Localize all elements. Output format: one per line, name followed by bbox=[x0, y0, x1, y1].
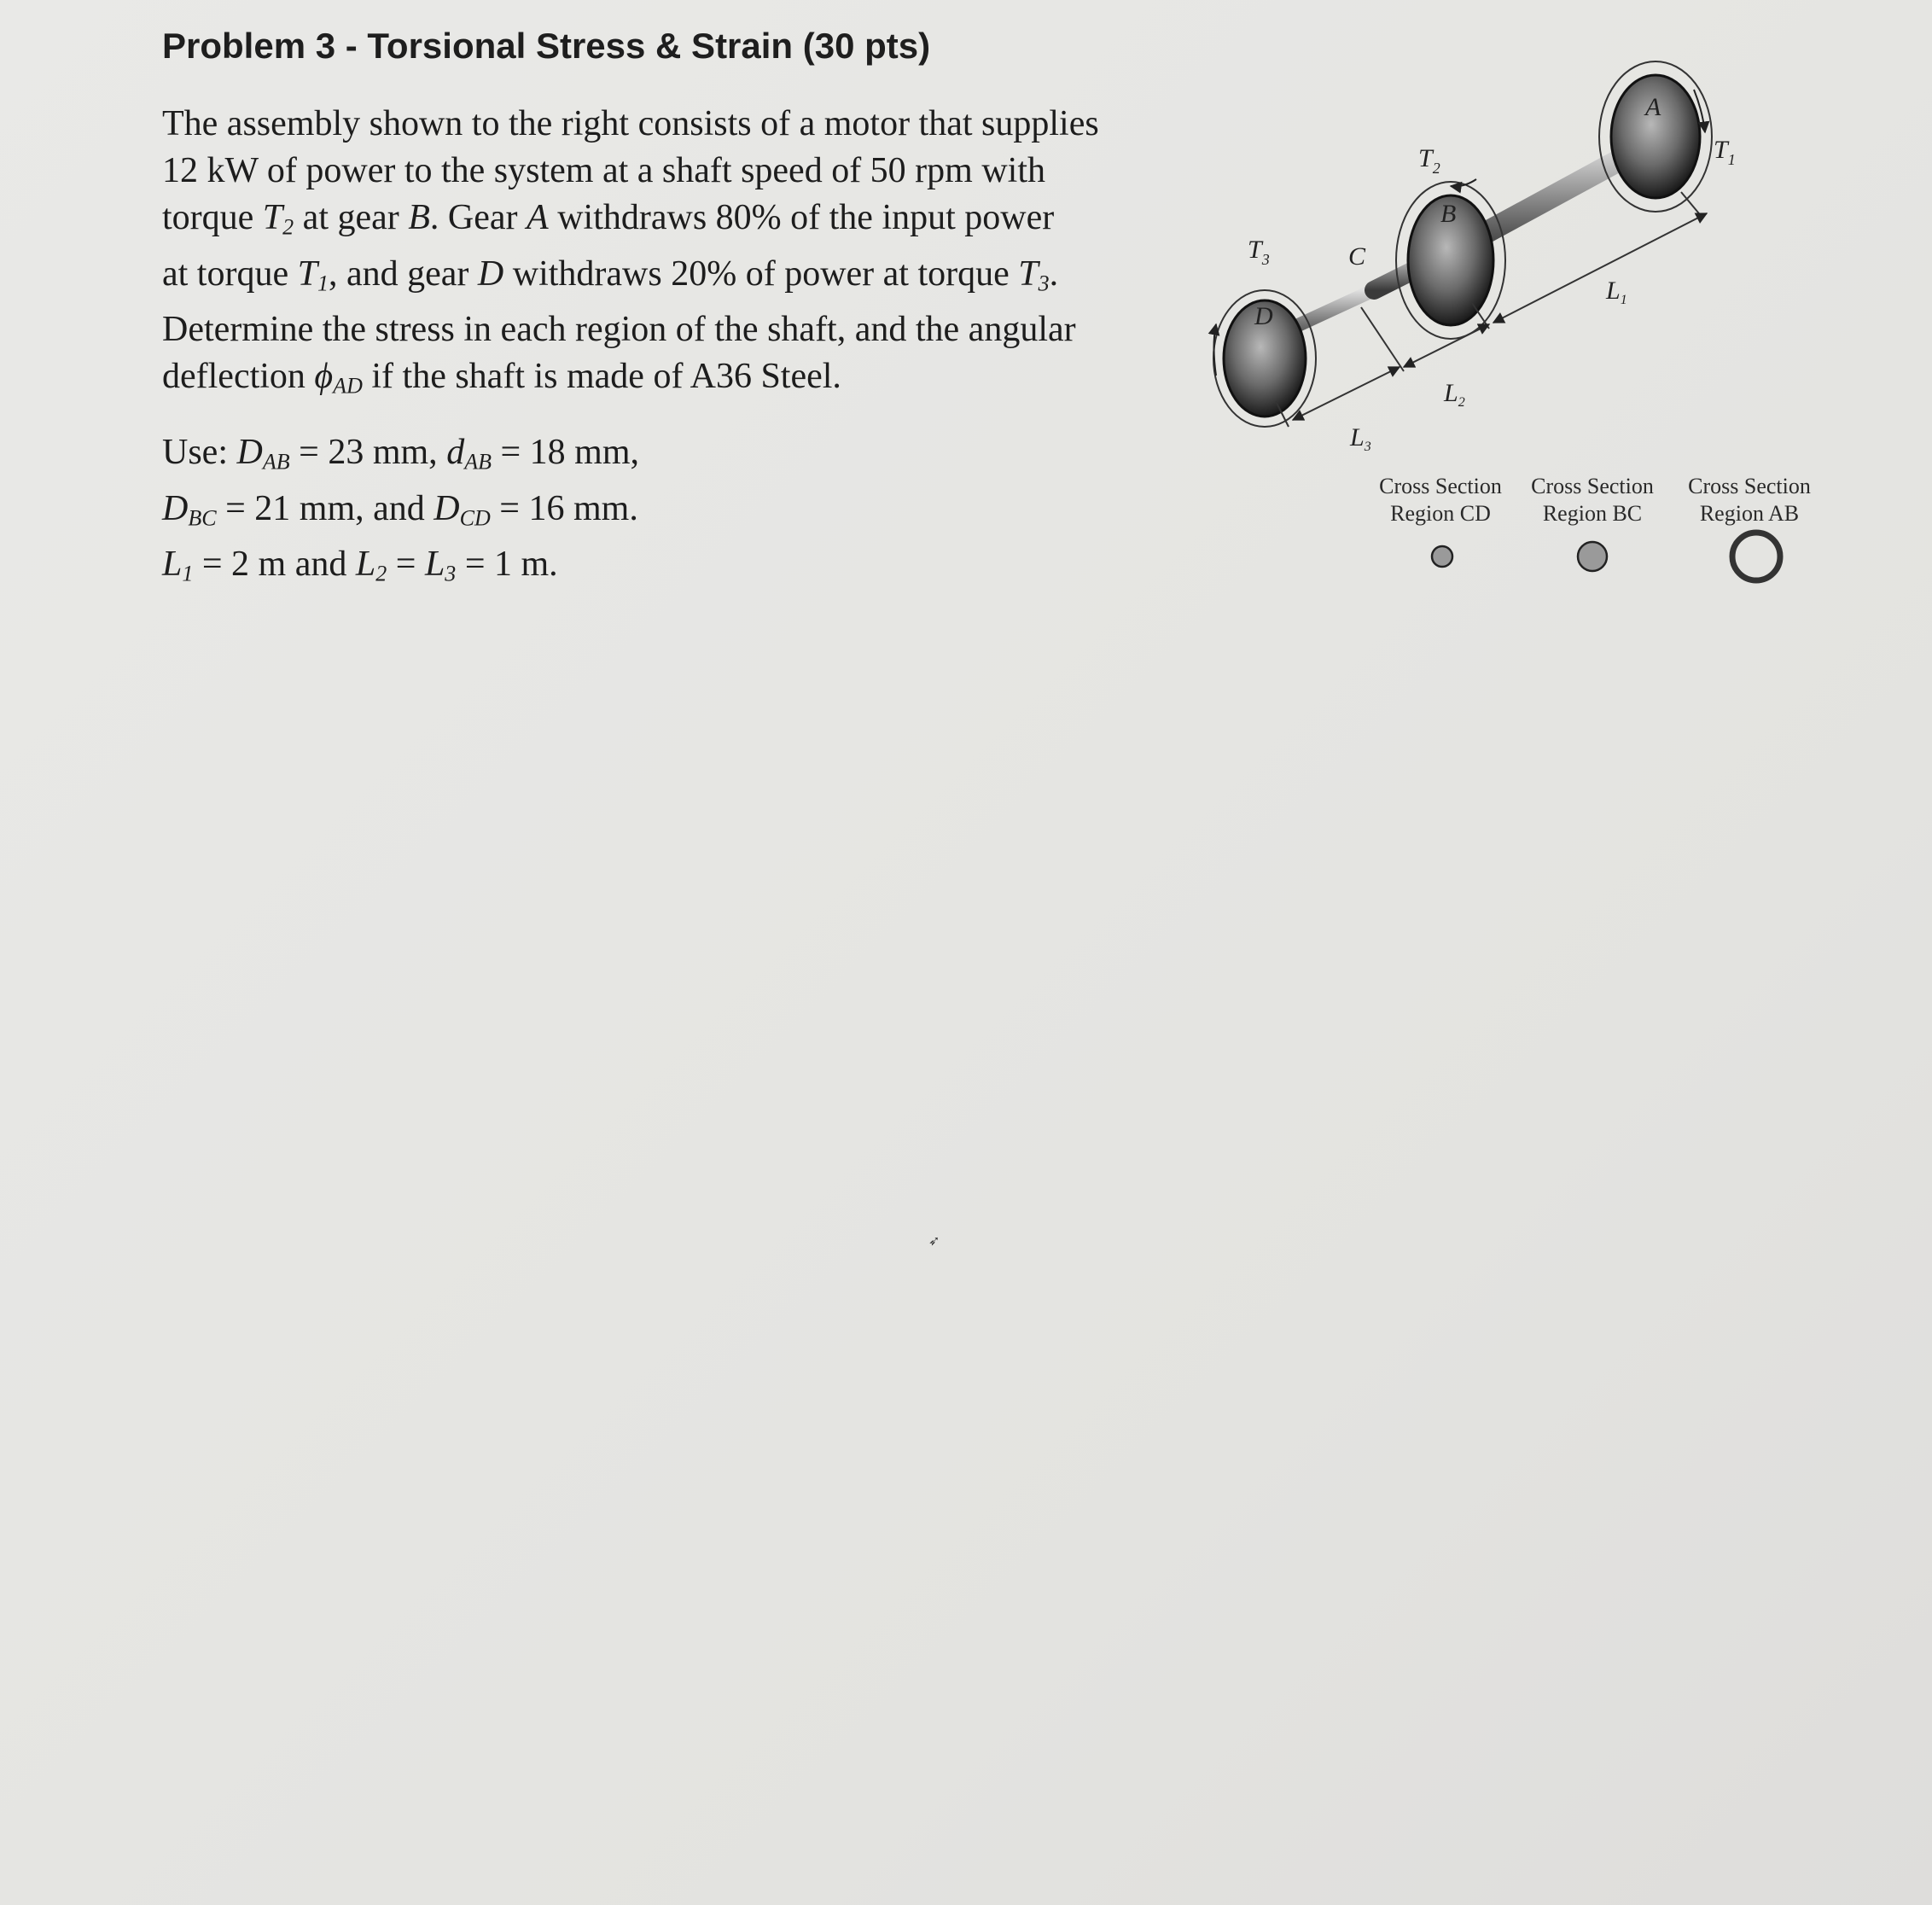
var-T: T bbox=[1018, 253, 1039, 294]
var-T: T bbox=[262, 198, 283, 237]
torque-t3-label: $T_3$ bbox=[1248, 236, 1270, 268]
problem-line-5: Determine the stress in each region of the shaft, and the angular bbox=[162, 310, 1076, 349]
problem-line-4 bbox=[162, 251, 1152, 307]
text-run: = 1 m. bbox=[456, 545, 558, 584]
var-A: A bbox=[527, 198, 549, 237]
cross-section-bc bbox=[1531, 474, 1654, 571]
var-T: T bbox=[297, 253, 317, 294]
gear-b bbox=[1396, 182, 1505, 339]
point-c-label: C bbox=[1348, 242, 1366, 271]
subscript: 2 bbox=[375, 561, 387, 586]
dim-l2 bbox=[1404, 324, 1489, 367]
cross-section-bc-title: Cross Section bbox=[1531, 474, 1654, 498]
gear-a-label: A bbox=[1645, 93, 1661, 121]
var-B: B bbox=[408, 198, 430, 237]
problem-title: Problem 3 - Torsional Stress & Strain (30 pts) bbox=[162, 26, 931, 66]
given-values bbox=[162, 429, 639, 597]
given-line-3 bbox=[162, 541, 639, 597]
cross-section-bc-region: Region BC bbox=[1542, 501, 1643, 526]
cross-section-ab bbox=[1688, 474, 1811, 580]
extension-line-a bbox=[1681, 192, 1702, 218]
problem-line-1: The assembly shown to the right consists of a motor that supplies bbox=[162, 104, 1099, 143]
stray-pen-mark: ➶ bbox=[928, 1234, 940, 1249]
text-run: , and gear bbox=[328, 253, 478, 294]
text-run: if the shaft is made of A36 Steel. bbox=[362, 357, 841, 396]
torque-t2-label: $T_2$ bbox=[1418, 144, 1440, 177]
len-l3-label: $L_3$ bbox=[1350, 423, 1371, 454]
text-run: Use: bbox=[162, 433, 237, 472]
subscript: AB bbox=[262, 449, 290, 475]
cross-section-bc-solid-circle bbox=[1578, 542, 1607, 571]
subscript: 3 bbox=[1038, 271, 1050, 295]
text-run: withdraws 80% of the input power bbox=[548, 198, 1055, 237]
subscript: CD bbox=[459, 505, 491, 530]
text-run: = 18 mm, bbox=[492, 433, 640, 472]
given-line-2 bbox=[162, 486, 639, 542]
problem-line-6 bbox=[162, 353, 1152, 410]
subscript: 3 bbox=[445, 561, 457, 586]
gear-b-label: B bbox=[1440, 200, 1457, 228]
dim-l1 bbox=[1493, 213, 1707, 323]
subscript: 2 bbox=[282, 214, 294, 240]
var-L: L bbox=[162, 545, 183, 584]
text-run: . Gear bbox=[429, 198, 527, 237]
var-phi: ϕ bbox=[314, 357, 334, 396]
problem-statement bbox=[162, 101, 1152, 410]
given-line-1 bbox=[162, 429, 639, 486]
cross-section-ab-region: Region AB bbox=[1699, 501, 1800, 526]
text-run: = 23 mm, bbox=[289, 433, 447, 472]
text-run: withdraws 20% of power at torque bbox=[503, 253, 1019, 294]
len-l1-label: $L_1$ bbox=[1606, 277, 1627, 307]
text-run: torque bbox=[162, 198, 263, 237]
text-run: = bbox=[387, 545, 425, 584]
subscript: AB bbox=[464, 449, 492, 475]
var-d: d bbox=[446, 433, 465, 472]
cross-section-cd-title: Cross Section bbox=[1379, 474, 1502, 498]
problem-line-2: 12 kW of power to the system at a shaft speed of 50 rpm with bbox=[162, 151, 1046, 190]
subscript: 1 bbox=[182, 561, 194, 586]
torque-t1-label: $T_1$ bbox=[1714, 136, 1736, 168]
torque-t3-arrow bbox=[1214, 324, 1217, 376]
subscript: BC bbox=[188, 505, 217, 530]
cross-section-cd bbox=[1379, 474, 1502, 567]
var-D: D bbox=[236, 433, 263, 472]
cross-section-cd-region: Region CD bbox=[1390, 501, 1491, 526]
text-run: at gear bbox=[294, 198, 409, 237]
gear-d bbox=[1213, 290, 1316, 427]
var-D: D bbox=[477, 253, 504, 294]
gear-a bbox=[1599, 61, 1712, 212]
var-D: D bbox=[162, 488, 189, 528]
cross-section-cd-solid-circle bbox=[1432, 546, 1452, 567]
len-l2-label: $L_2$ bbox=[1444, 379, 1465, 410]
var-L: L bbox=[424, 545, 445, 584]
shaft-assembly-figure bbox=[1195, 51, 1843, 597]
text-run: = 2 m and bbox=[193, 545, 356, 584]
problem-line-3 bbox=[162, 195, 1152, 251]
subscript: AD bbox=[333, 373, 363, 399]
text-run: . bbox=[1049, 253, 1059, 294]
var-L: L bbox=[355, 545, 376, 584]
text-run: at torque bbox=[162, 253, 298, 294]
text-run: = 16 mm. bbox=[490, 488, 638, 528]
extension-line-c bbox=[1361, 307, 1404, 371]
cross-section-ab-hollow-ring bbox=[1732, 533, 1780, 580]
subscript: 1 bbox=[317, 271, 329, 295]
gear-d-label: D bbox=[1254, 302, 1273, 330]
text-run: deflection bbox=[162, 357, 315, 396]
cross-section-ab-title: Cross Section bbox=[1688, 474, 1811, 498]
var-D: D bbox=[434, 488, 460, 528]
text-run: = 21 mm, and bbox=[216, 488, 434, 528]
